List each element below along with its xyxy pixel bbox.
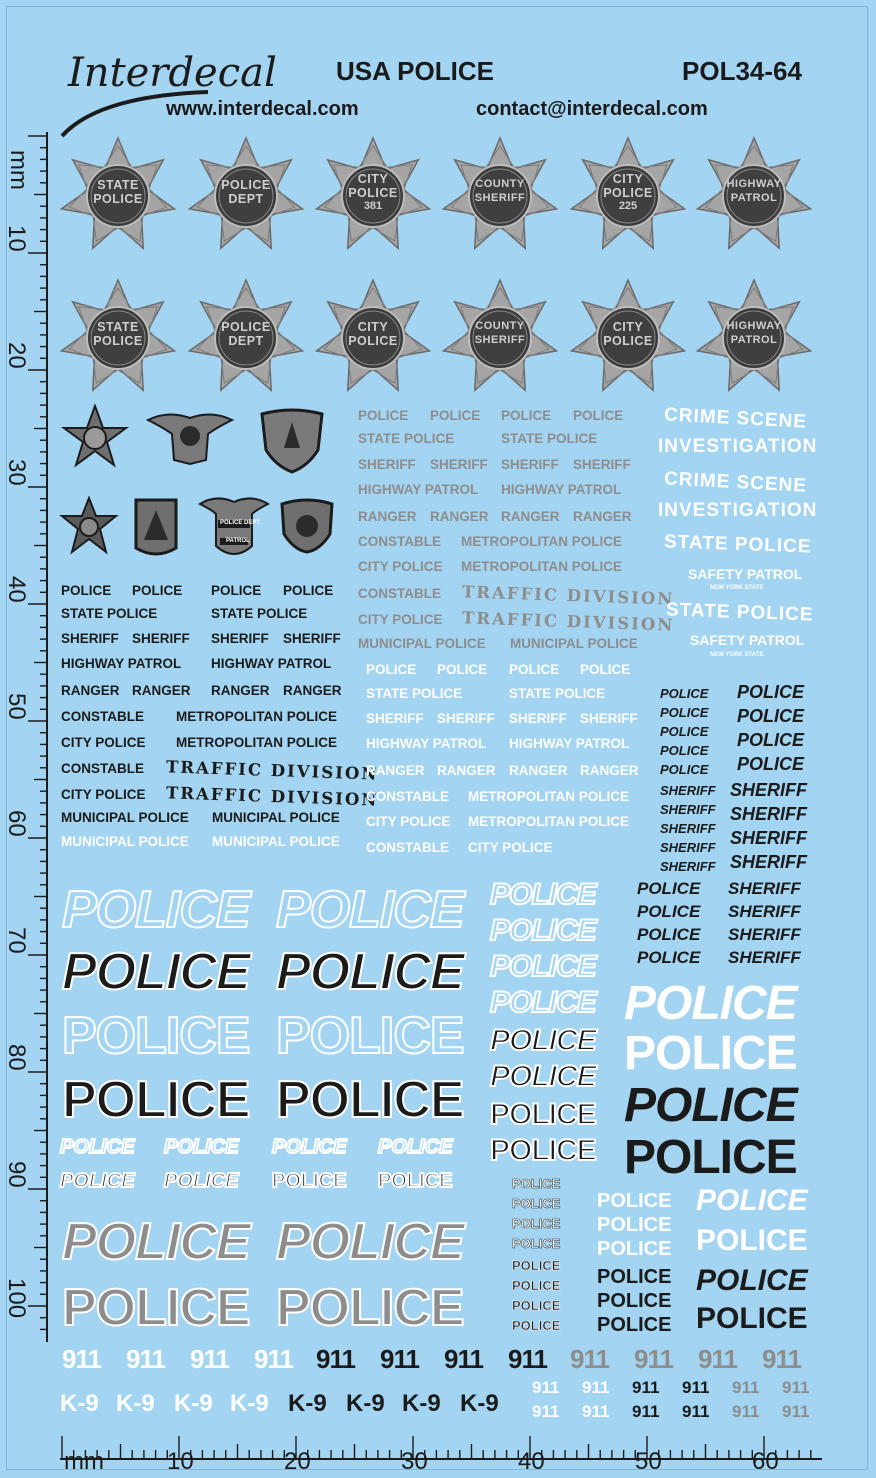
emblem-patrol-label: PATROL <box>226 538 250 544</box>
decal-word: STATE POLICE <box>211 606 308 621</box>
vertical-ruler-label: 50 <box>3 693 30 720</box>
decal-word: POLICE <box>366 662 417 677</box>
police-small-white-stack: POLICE <box>597 1190 672 1212</box>
decal-word: MUNICIPAL POLICE <box>61 834 189 849</box>
police-black: POLICE <box>62 1071 250 1129</box>
police-tiny-black: POLICE <box>512 1258 561 1273</box>
italic-police-medium: POLICE <box>737 682 805 702</box>
decal-word: CONSTABLE <box>358 534 441 549</box>
police-outline-white-italic: POLICE <box>276 881 464 939</box>
k9-label: K-9 <box>116 1390 155 1417</box>
decal-word: CITY POLICE <box>61 735 146 750</box>
horizontal-ruler-label: 60 <box>752 1448 779 1475</box>
badge-line-3: 381 <box>363 200 383 212</box>
police-medium-white-italic: POLICE <box>490 950 596 983</box>
vertical-ruler-label: 70 <box>3 927 30 954</box>
police-small-white-italic: POLICE <box>378 1136 453 1158</box>
italic-sheriff-small: SHERIFF <box>660 859 716 874</box>
italic-sheriff-small: SHERIFF <box>660 783 716 798</box>
contact-email[interactable]: contact@interdecal.com <box>476 98 708 120</box>
badge-line-2: PATROL <box>730 192 778 204</box>
horizontal-ruler-label: 30 <box>401 1448 428 1475</box>
police-small-white-stack: POLICE <box>597 1238 672 1260</box>
decal-word: RANGER <box>132 683 191 698</box>
decal-word: HIGHWAY PATROL <box>366 736 487 751</box>
police-large-black: POLICE <box>624 1131 797 1184</box>
decal-word: STATE POLICE <box>358 431 455 446</box>
italic-sheriff-pair: SHERIFF <box>728 879 801 898</box>
decal-word: MUNICIPAL POLICE <box>510 636 638 651</box>
number-911-small: 911 <box>782 1402 810 1421</box>
badge-line-2: POLICE <box>93 192 143 206</box>
decal-word: POLICE <box>132 583 183 598</box>
decal-word: POLICE <box>580 662 631 677</box>
police-small-white-italic: POLICE <box>164 1136 239 1158</box>
police-outline-white: POLICE <box>276 1007 464 1065</box>
decal-word: METROPOLITAN POLICE <box>468 789 629 804</box>
police-small-black-stack: POLICE <box>597 1266 672 1288</box>
decal-word: POLICE <box>437 662 488 677</box>
number-911-large: 911 <box>62 1344 101 1374</box>
decal-word: RANGER <box>509 763 568 778</box>
badge-line-3: 225 <box>618 200 638 212</box>
vertical-ruler-label: 40 <box>3 576 30 603</box>
badge-line-1: CITY <box>357 320 389 334</box>
decal-word: RANGER <box>573 509 632 524</box>
badge-line-1: STATE <box>97 320 139 334</box>
number-911-small: 911 <box>582 1378 610 1397</box>
new-york-state-2: NEW YORK STATE <box>710 652 764 658</box>
seven-point-star-badge <box>442 136 558 252</box>
star-badge-dark-icon <box>58 496 120 556</box>
police-tiny-black: POLICE <box>512 1318 561 1333</box>
number-911-small: 911 <box>632 1402 660 1421</box>
decal-word: CONSTABLE <box>61 709 144 724</box>
police-outline-white-italic: POLICE <box>62 881 250 939</box>
police-small-white-stack: POLICE <box>597 1214 672 1236</box>
decal-word: RANGER <box>358 509 417 524</box>
italic-sheriff-small: SHERIFF <box>660 802 716 817</box>
decal-word: METROPOLITAN POLICE <box>468 814 629 829</box>
decal-word: METROPOLITAN POLICE <box>461 559 622 574</box>
italic-police-small: POLICE <box>660 762 709 777</box>
badge-line-1: CITY <box>612 320 644 334</box>
badge-line-1: COUNTY <box>475 320 525 332</box>
logo: Interdecal <box>68 50 277 96</box>
decal-word: CITY POLICE <box>358 612 443 627</box>
decal-word: RANGER <box>366 763 425 778</box>
police-medium-black-italic: POLICE <box>490 1060 596 1093</box>
decal-word: POLICE <box>283 583 334 598</box>
italic-sheriff-medium: SHERIFF <box>730 780 808 800</box>
number-911-large: 911 <box>190 1344 229 1374</box>
decal-word: STATE POLICE <box>61 606 158 621</box>
police-small-white-italic: POLICE <box>60 1136 135 1158</box>
police-grey-italic: POLICE <box>62 1213 250 1271</box>
number-911-small: 911 <box>532 1402 560 1421</box>
decal-word: SHERIFF <box>283 631 341 646</box>
italic-sheriff-medium: SHERIFF <box>730 852 808 872</box>
police-small-black-stack: POLICE <box>597 1314 672 1336</box>
decal-word: SHERIFF <box>437 711 495 726</box>
number-911-large: 911 <box>380 1344 419 1374</box>
vertical-ruler-unit: mm <box>5 150 32 190</box>
police-small-black: POLICE <box>378 1170 453 1192</box>
decal-word: STATE POLICE <box>509 686 606 701</box>
k9-label: K-9 <box>402 1390 441 1417</box>
decal-word: HIGHWAY PATROL <box>61 656 182 671</box>
number-911-large: 911 <box>508 1344 547 1374</box>
decal-word: SHERIFF <box>132 631 190 646</box>
decal-word: MUNICIPAL POLICE <box>212 834 340 849</box>
italic-sheriff-small: SHERIFF <box>660 821 716 836</box>
decal-word: SHERIFF <box>61 631 119 646</box>
decal-word: MUNICIPAL POLICE <box>212 810 340 825</box>
italic-sheriff-medium: SHERIFF <box>730 828 808 848</box>
police-medium-black-solid: POLICE <box>696 1302 808 1335</box>
italic-sheriff-pair: SHERIFF <box>728 925 801 944</box>
italic-police-small: POLICE <box>660 743 709 758</box>
police-tiny-white: POLICE <box>512 1196 561 1211</box>
italic-police-medium: POLICE <box>737 706 805 726</box>
number-911-large: 911 <box>126 1344 165 1374</box>
decal-word: METROPOLITAN POLICE <box>461 534 622 549</box>
police-large-white: POLICE <box>624 1027 797 1080</box>
police-medium-black: POLICE <box>490 1134 596 1167</box>
vertical-ruler-label: 10 <box>3 225 30 252</box>
badge-line-2: POLICE <box>603 334 653 348</box>
decal-word: RANGER <box>430 509 489 524</box>
k9-label: K-9 <box>230 1390 269 1417</box>
police-medium-black: POLICE <box>490 1098 596 1131</box>
decal-word: POLICE <box>430 408 481 423</box>
decal-word: SHERIFF <box>366 711 424 726</box>
k9-label: K-9 <box>346 1390 385 1417</box>
vertical-ruler-label: 30 <box>3 459 30 486</box>
police-small-black-stack: POLICE <box>597 1290 672 1312</box>
decal-word: SHERIFF <box>358 457 416 472</box>
italic-police-small: POLICE <box>660 686 709 701</box>
horizontal-ruler-label: 40 <box>518 1448 545 1475</box>
star-badge-icon <box>60 404 130 468</box>
badge-line-1: HIGHWAY <box>726 320 782 332</box>
decal-word: METROPOLITAN POLICE <box>176 709 337 724</box>
decal-word: CITY POLICE <box>468 840 553 855</box>
number-911-large: 911 <box>570 1344 609 1374</box>
italic-police-pair: POLICE <box>637 902 701 921</box>
decal-word: MUNICIPAL POLICE <box>61 810 189 825</box>
decal-word: CONSTABLE <box>366 840 449 855</box>
police-grey: POLICE <box>62 1279 250 1337</box>
number-911-small: 911 <box>732 1378 760 1397</box>
italic-sheriff-pair: SHERIFF <box>728 948 801 967</box>
decal-word: TRAFFIC DIVISION <box>165 783 379 810</box>
crime-scene-label-1: CRIME SCENE <box>663 404 808 433</box>
decal-word: POLICE <box>501 408 552 423</box>
horizontal-ruler-label: 10 <box>167 1448 194 1475</box>
italic-sheriff-pair: SHERIFF <box>728 902 801 921</box>
police-small-white-italic: POLICE <box>272 1136 347 1158</box>
investigation-label-2: INVESTIGATION <box>658 500 818 521</box>
police-medium-white-solid-italic: POLICE <box>696 1184 808 1217</box>
k9-label: K-9 <box>460 1390 499 1417</box>
seven-point-star-badge <box>696 136 812 252</box>
new-york-state-1: NEW YORK STATE <box>710 585 764 591</box>
decal-word: HIGHWAY PATROL <box>211 656 332 671</box>
badge-line-1: STATE <box>97 178 139 192</box>
police-outline-white: POLICE <box>62 1007 250 1065</box>
decal-word: RANGER <box>283 683 342 698</box>
badge-line-1: COUNTY <box>475 178 525 190</box>
k9-label: K-9 <box>288 1390 327 1417</box>
crime-scene-label-2: CRIME SCENE <box>663 468 808 497</box>
decal-word: SHERIFF <box>509 711 567 726</box>
shield-badge-icon <box>258 408 326 474</box>
seven-point-star-badge <box>188 278 304 394</box>
decal-word: RANGER <box>580 763 639 778</box>
italic-sheriff-medium: SHERIFF <box>730 804 808 824</box>
seven-point-star-badge <box>315 136 431 252</box>
decal-word: CITY POLICE <box>358 559 443 574</box>
italic-police-pair: POLICE <box>637 948 701 967</box>
badge-line-1: POLICE <box>221 178 271 192</box>
decal-word: MUNICIPAL POLICE <box>358 636 486 651</box>
police-tiny-white: POLICE <box>512 1236 561 1251</box>
horizontal-ruler-label: 50 <box>635 1448 662 1475</box>
seven-point-star-badge <box>188 136 304 252</box>
badge-line-2: PATROL <box>730 334 778 346</box>
decal-word: RANGER <box>61 683 120 698</box>
police-medium-white-solid: POLICE <box>696 1224 808 1257</box>
tall-shield-badge-icon <box>132 494 180 562</box>
number-911-large: 911 <box>634 1344 673 1374</box>
police-small-black: POLICE <box>164 1170 239 1192</box>
seven-point-star-badge <box>570 278 686 394</box>
decal-word: CONSTABLE <box>358 586 441 601</box>
decal-word: CITY POLICE <box>61 787 146 802</box>
number-911-small: 911 <box>682 1402 710 1421</box>
badge-line-2: POLICE <box>603 186 653 200</box>
decal-word: POLICE <box>573 408 624 423</box>
investigation-label-1: INVESTIGATION <box>658 436 818 457</box>
badge-line-2: POLICE <box>348 334 398 348</box>
number-911-large: 911 <box>698 1344 737 1374</box>
seven-point-star-badge <box>696 278 812 394</box>
decal-word: SHERIFF <box>580 711 638 726</box>
police-large-white-italic: POLICE <box>624 977 797 1030</box>
decal-word: SHERIFF <box>501 457 559 472</box>
police-black: POLICE <box>276 1071 464 1129</box>
decal-word: TRAFFIC DIVISION <box>165 757 379 784</box>
police-grey-italic: POLICE <box>276 1213 464 1271</box>
decal-word: SHERIFF <box>430 457 488 472</box>
decal-word: METROPOLITAN POLICE <box>176 735 337 750</box>
badge-line-2: DEPT <box>228 334 264 348</box>
police-small-black: POLICE <box>272 1170 347 1192</box>
italic-police-small: POLICE <box>660 705 709 720</box>
vertical-ruler-label: 80 <box>3 1044 30 1071</box>
arched-state-police-1: STATE POLICE <box>663 531 812 558</box>
safety-patrol-1: SAFETY PATROL <box>688 566 803 582</box>
decal-word: TRAFFIC DIVISION <box>461 582 675 609</box>
seven-point-star-badge <box>442 278 558 394</box>
police-small-black: POLICE <box>60 1170 135 1192</box>
decal-word: POLICE <box>61 583 112 598</box>
police-tiny-white: POLICE <box>512 1216 561 1231</box>
italic-police-small: POLICE <box>660 724 709 739</box>
number-911-small: 911 <box>732 1402 760 1421</box>
badge-line-2: SHERIFF <box>474 192 526 204</box>
police-medium-black-solid-italic: POLICE <box>696 1264 808 1297</box>
police-tiny-black: POLICE <box>512 1298 561 1313</box>
police-black-italic: POLICE <box>62 943 250 1001</box>
police-medium-black-italic: POLICE <box>490 1024 596 1057</box>
decal-word: STATE POLICE <box>501 431 598 446</box>
badge-line-1: CITY <box>612 172 644 186</box>
decal-word: SHERIFF <box>573 457 631 472</box>
sheet-title: USA POLICE <box>336 56 494 86</box>
k9-label: K-9 <box>60 1390 99 1417</box>
italic-sheriff-small: SHERIFF <box>660 840 716 855</box>
website-link[interactable]: www.interdecal.com <box>166 98 359 120</box>
police-medium-white-italic: POLICE <box>490 914 596 947</box>
police-tiny-black: POLICE <box>512 1278 561 1293</box>
italic-police-pair: POLICE <box>637 879 701 898</box>
number-911-large: 911 <box>316 1344 355 1374</box>
italic-police-medium: POLICE <box>737 730 805 750</box>
decal-word: CONSTABLE <box>61 761 144 776</box>
product-code: POL34-64 <box>682 56 802 86</box>
decal-word: RANGER <box>501 509 560 524</box>
decal-word: CITY POLICE <box>366 814 451 829</box>
police-grey: POLICE <box>276 1279 464 1337</box>
vertical-ruler-label: 100 <box>3 1278 30 1319</box>
decal-word: POLICE <box>211 583 262 598</box>
number-911-small: 911 <box>632 1378 660 1397</box>
badge-line-1: POLICE <box>221 320 271 334</box>
badge-line-2: POLICE <box>348 186 398 200</box>
round-shield-badge-icon <box>278 496 336 554</box>
number-911-small: 911 <box>782 1378 810 1397</box>
vertical-ruler-label: 60 <box>3 810 30 837</box>
decal-word: TRAFFIC DIVISION <box>461 608 675 635</box>
badge-line-2: SHERIFF <box>474 334 526 346</box>
seven-point-star-badge <box>570 136 686 252</box>
decal-word: RANGER <box>211 683 270 698</box>
police-black-italic: POLICE <box>276 943 464 1001</box>
badge-line-2: POLICE <box>93 334 143 348</box>
police-dept-eagle-badge-icon <box>198 494 270 562</box>
decal-word: RANGER <box>437 763 496 778</box>
police-tiny-white: POLICE <box>512 1176 561 1191</box>
vertical-ruler-label: 20 <box>3 342 30 369</box>
decal-word: POLICE <box>509 662 560 677</box>
vertical-ruler-label: 90 <box>3 1161 30 1188</box>
number-911-small: 911 <box>682 1378 710 1397</box>
decal-word: POLICE <box>358 408 409 423</box>
seven-point-star-badge <box>60 278 176 394</box>
number-911-small: 911 <box>582 1402 610 1421</box>
decal-word: HIGHWAY PATROL <box>509 736 630 751</box>
decal-word: SHERIFF <box>211 631 269 646</box>
seven-point-star-badge <box>315 278 431 394</box>
police-large-black-italic: POLICE <box>624 1079 797 1132</box>
italic-police-pair: POLICE <box>637 925 701 944</box>
emblem-police-dept-label: POLICE DEPT <box>220 520 261 526</box>
decal-word: STATE POLICE <box>366 686 463 701</box>
number-911-large: 911 <box>444 1344 483 1374</box>
badge-line-1: CITY <box>357 172 389 186</box>
number-911-small: 911 <box>532 1378 560 1397</box>
horizontal-ruler-label: 20 <box>284 1448 311 1475</box>
safety-patrol-2: SAFETY PATROL <box>690 632 805 648</box>
seven-point-star-badge <box>60 136 176 252</box>
badge-line-1: HIGHWAY <box>726 178 782 190</box>
badge-line-2: DEPT <box>228 192 264 206</box>
number-911-large: 911 <box>254 1344 293 1374</box>
decal-word: HIGHWAY PATROL <box>501 482 622 497</box>
eagle-badge-icon <box>146 404 234 466</box>
k9-label: K-9 <box>174 1390 213 1417</box>
number-911-large: 911 <box>762 1344 801 1374</box>
police-medium-white-italic: POLICE <box>490 986 596 1019</box>
horizontal-ruler-unit: mm <box>64 1448 104 1475</box>
decal-word: HIGHWAY PATROL <box>358 482 479 497</box>
italic-police-medium: POLICE <box>737 754 805 774</box>
decal-word: CONSTABLE <box>366 789 449 804</box>
police-medium-white-italic: POLICE <box>490 878 596 911</box>
arched-state-police-2: STATE POLICE <box>665 599 814 626</box>
